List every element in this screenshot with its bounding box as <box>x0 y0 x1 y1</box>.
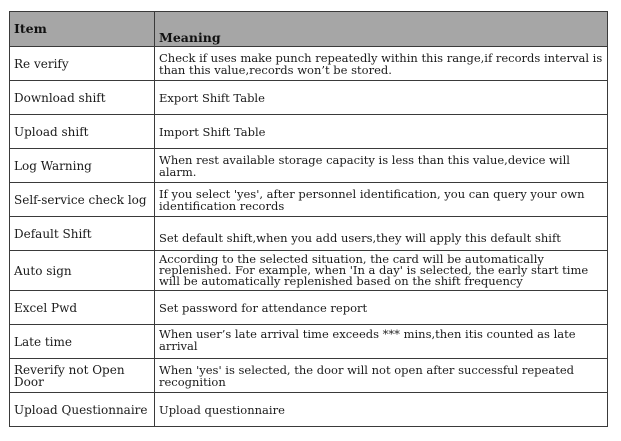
table-row <box>10 325 608 359</box>
row-item-auto-sign: Auto sign <box>10 251 155 291</box>
table-row <box>10 217 608 251</box>
row-item-excel-pwd: Excel Pwd <box>10 291 155 325</box>
row-item-self-service-check-log: Self-service check log <box>10 183 155 217</box>
row-meaning-default-shift: Set default shift,when you add users,they will apply this default shift <box>155 217 608 251</box>
table-row <box>10 291 608 325</box>
table-row <box>10 251 608 291</box>
row-meaning-download-shift: Export Shift Table <box>155 81 608 115</box>
row-item-download-shift: Download shift <box>10 81 155 115</box>
table-row <box>10 115 608 149</box>
table-header-row <box>10 12 608 47</box>
column-header-item: Item <box>10 12 155 47</box>
settings-table <box>9 11 608 427</box>
row-meaning-self-service-check-log: If you select 'yes', after personnel identification, you can query your own identification records <box>155 183 608 217</box>
table-row <box>10 183 608 217</box>
row-meaning-log-warning: When rest available storage capacity is less than this value,device will alarm. <box>155 149 608 183</box>
row-meaning-excel-pwd: Set password for attendance report <box>155 291 608 325</box>
row-meaning-late-time: When user’s late arrival time exceeds *** mins,then itis counted as late arrival <box>155 325 608 359</box>
table-row <box>10 47 608 81</box>
row-item-upload-shift: Upload shift <box>10 115 155 149</box>
table-row <box>10 149 608 183</box>
row-meaning-re-verify: Check if uses make punch repeatedly within this range,if records interval is than this value,records won’t be stored. <box>155 47 608 81</box>
table-row <box>10 393 608 427</box>
row-item-upload-questionnaire: Upload Questionnaire <box>10 393 155 427</box>
row-meaning-upload-shift: Import Shift Table <box>155 115 608 149</box>
row-meaning-upload-questionnaire: Upload questionnaire <box>155 393 608 427</box>
column-header-meaning: Meaning <box>155 12 608 47</box>
row-meaning-auto-sign: According to the selected situation, the card will be automatically replenished. For example, when 'In a day' is selected, the early start time will be automatically replenished based on the shift frequency <box>155 251 608 291</box>
row-item-re-verify: Re verify <box>10 47 155 81</box>
row-item-log-warning: Log Warning <box>10 149 155 183</box>
row-item-reverify-not-open-door: Reverify not Open Door <box>10 359 155 393</box>
row-meaning-reverify-not-open-door: When 'yes' is selected, the door will not open after successful repeated recognition <box>155 359 608 393</box>
row-item-late-time: Late time <box>10 325 155 359</box>
table-row <box>10 81 608 115</box>
table-row <box>10 359 608 393</box>
row-item-default-shift: Default Shift <box>10 217 155 251</box>
